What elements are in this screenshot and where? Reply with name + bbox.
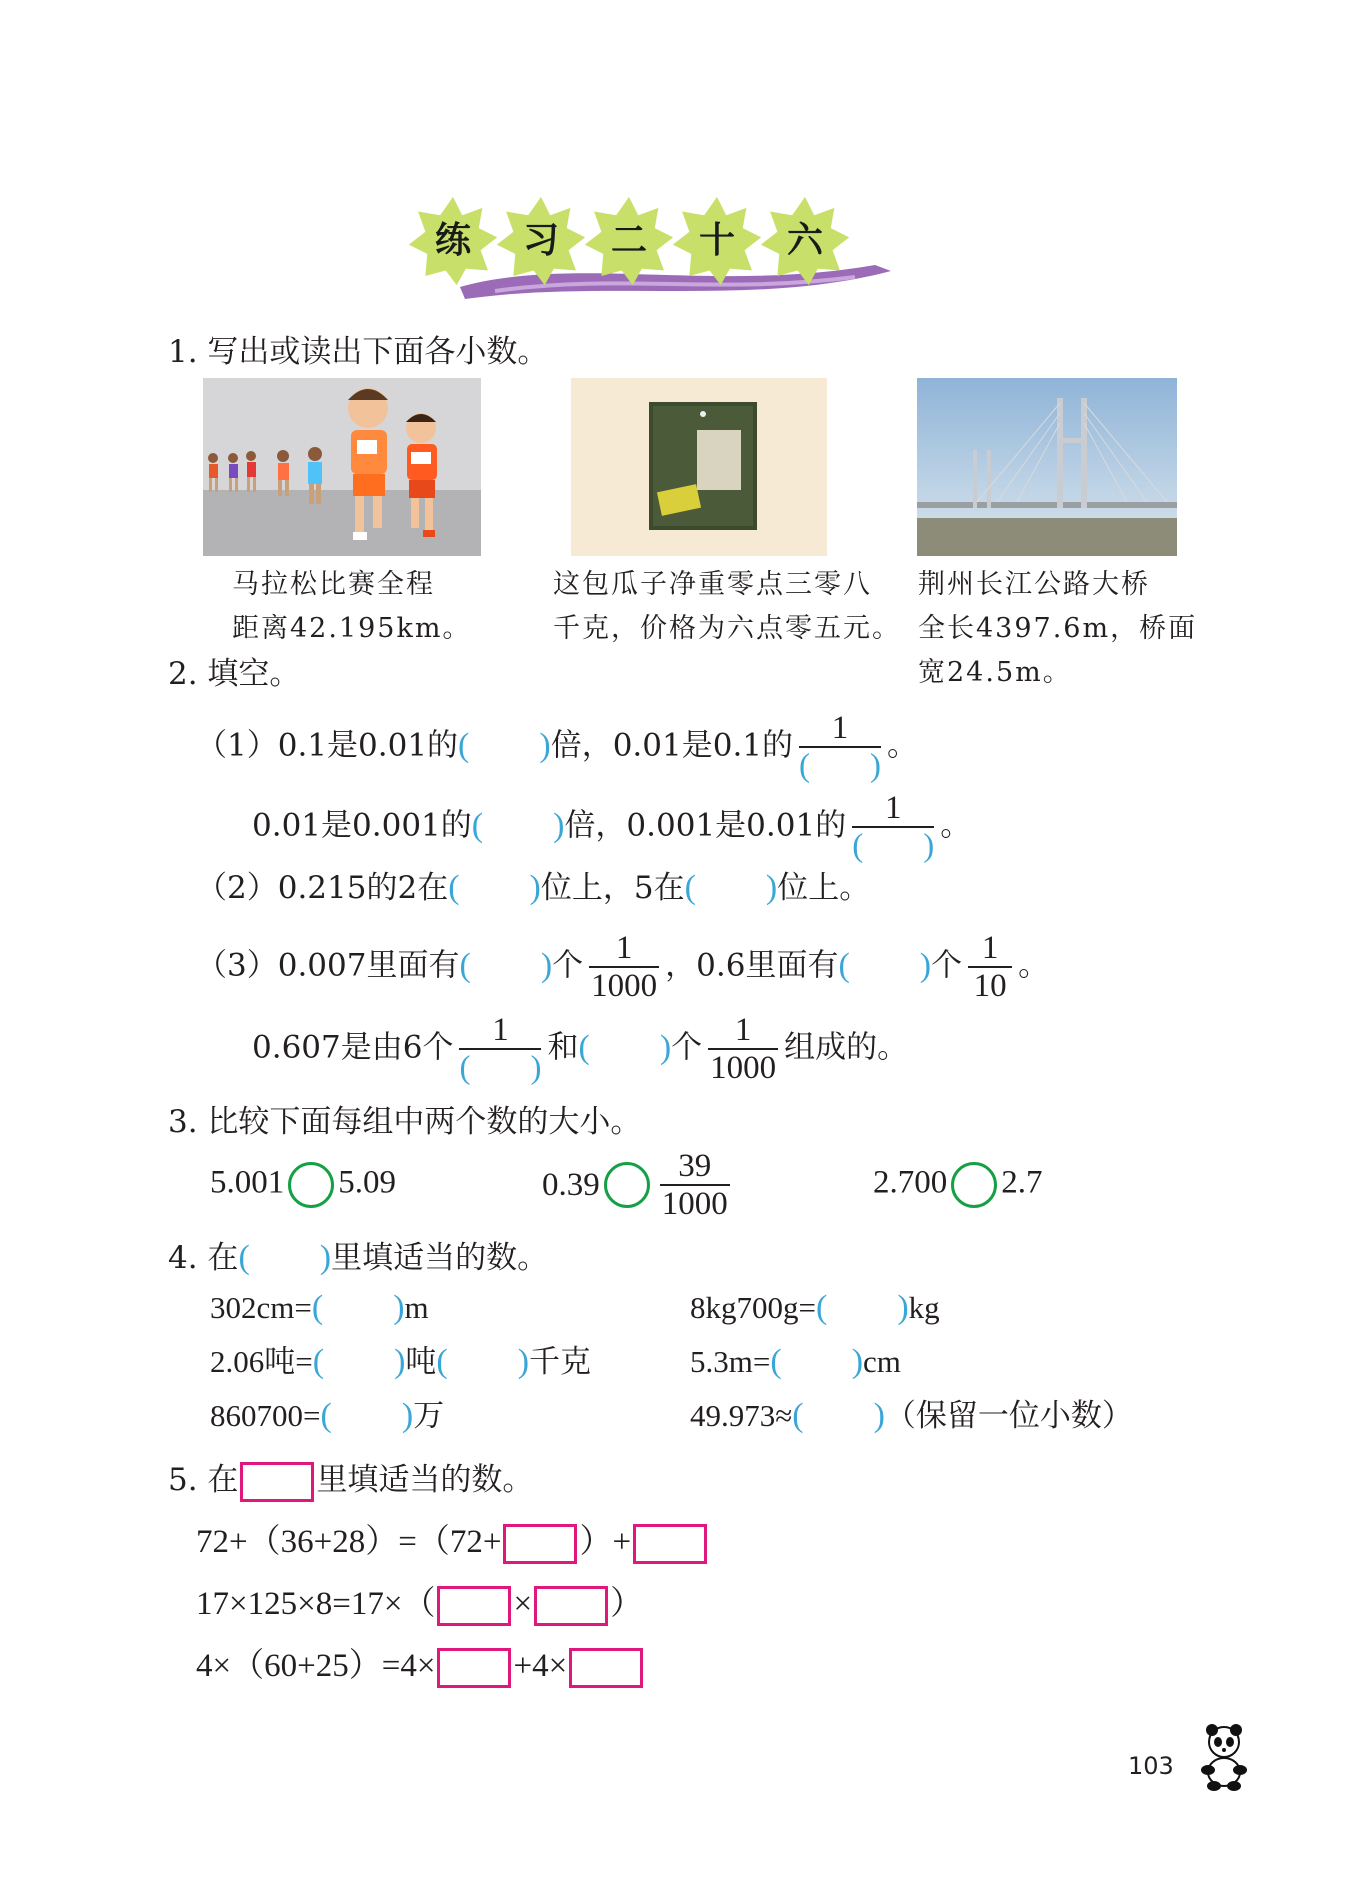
q4-text: 2.06吨= — [210, 1344, 313, 1379]
q4-text: 49.973≈ — [690, 1398, 793, 1433]
compare-circle[interactable] — [951, 1162, 997, 1208]
answer-box[interactable] — [503, 1524, 577, 1564]
q2-text: 和 — [547, 1029, 579, 1066]
q5-text: 17×125×8=17×（ — [196, 1586, 436, 1622]
q2-line3 — [196, 868, 870, 908]
fraction — [459, 1012, 541, 1086]
numerator: 1 — [884, 790, 902, 826]
compare-right: 5.09 — [338, 1164, 396, 1201]
compare-left: 2.700 — [873, 1164, 948, 1201]
bridge-image — [917, 378, 1177, 556]
answer-blank[interactable]: ( ) — [838, 946, 932, 984]
q3-row — [873, 1162, 1043, 1208]
answer-blank[interactable]: ( ) — [792, 1397, 885, 1434]
title-char: 六 — [786, 220, 823, 261]
q4-text: m — [404, 1290, 429, 1325]
q5-text: × — [513, 1586, 533, 1622]
q2-line1: （1）0.1是0.01的( )倍，0.01是0.1的 $\frac{1}{( )}$ 。 — [196, 710, 919, 784]
answer-box[interactable] — [437, 1586, 511, 1626]
q2-text: ，0.6里面有 — [665, 947, 839, 984]
answer-blank[interactable]: ( ) — [459, 946, 553, 984]
answer-box[interactable] — [569, 1648, 643, 1688]
page-number: 103 — [1128, 1752, 1174, 1780]
denominator: 1000 — [591, 968, 658, 1004]
fraction — [852, 790, 934, 864]
q5-text: 4×（60+25）=4× — [196, 1648, 436, 1684]
q2-line4: （3）0.007里面有( )个 $\frac{1}{1000}$ ，0.6里面有( )个 $\frac{1}{10}$ 。 — [196, 930, 1050, 1004]
answer-blank[interactable]: ( ) — [436, 1343, 530, 1380]
caption-bridge — [918, 563, 1197, 695]
q5-equation — [196, 1584, 643, 1626]
q2-text: 位上。 — [777, 870, 871, 906]
numerator: 1 — [831, 710, 849, 746]
q2-text: 个 — [552, 947, 584, 984]
answer-blank[interactable]: ( ) — [311, 1289, 405, 1326]
q4-item — [210, 1396, 444, 1436]
q2-text: 倍，0.001是0.01的 — [564, 807, 847, 844]
answer-blank[interactable]: ( ) — [459, 1050, 542, 1086]
q2-text: 0.607是由6个 — [252, 1029, 454, 1066]
marathon-image — [203, 378, 481, 556]
answer-blank[interactable]: ( ) — [799, 748, 882, 784]
box-sample — [240, 1462, 314, 1502]
q4-item — [210, 1342, 591, 1382]
q2-heading: 2. 填空。 — [168, 656, 301, 692]
answer-blank[interactable]: ( ) — [448, 869, 541, 906]
numerator: 1 — [981, 930, 999, 966]
q5-text: +4× — [513, 1648, 568, 1684]
q4-item — [690, 1342, 901, 1382]
q5-text: ）+ — [579, 1524, 632, 1560]
q4-item — [690, 1288, 940, 1328]
q2-text: （2）0.215的2在 — [196, 870, 449, 906]
q5-heading — [168, 1460, 533, 1502]
title-char: 十 — [698, 220, 735, 261]
compare-left: 0.39 — [542, 1167, 600, 1203]
q4-text: 8kg700g= — [690, 1290, 816, 1325]
q5-equation — [196, 1522, 709, 1564]
q4-text: 302cm= — [210, 1290, 312, 1325]
q4-text: 吨 — [405, 1344, 437, 1379]
q2-text: 个 — [931, 947, 963, 984]
numerator: 1 — [492, 1012, 509, 1048]
q5-text: ） — [610, 1586, 644, 1622]
panda-icon — [1190, 1722, 1254, 1792]
denominator: 1000 — [710, 1050, 777, 1086]
title-banner — [434, 195, 895, 305]
q2-text: （3）0.007里面有 — [196, 947, 460, 984]
answer-blank[interactable]: ( ) — [578, 1028, 672, 1066]
q2-text: 倍，0.01是0.1的 — [550, 727, 794, 764]
q5-text: 5. 在 — [168, 1462, 239, 1498]
q4-text: 4. 在 — [168, 1240, 239, 1276]
caption-line: 距离42.195km。 — [232, 613, 472, 644]
caption-line: 这包瓜子净重零点三零八 — [553, 569, 872, 600]
q3-heading: 3. 比较下面每组中两个数的大小。 — [168, 1104, 642, 1140]
answer-blank[interactable]: ( ) — [471, 806, 565, 844]
caption-seeds — [553, 563, 901, 651]
compare-left: 5.001 — [210, 1164, 285, 1201]
q4-text: 万 — [413, 1398, 445, 1433]
compare-right: 2.7 — [1001, 1164, 1043, 1201]
denominator: 1000 — [661, 1186, 728, 1222]
caption-line: 马拉松比赛全程 — [232, 569, 435, 600]
q2-text: 个 — [671, 1029, 703, 1066]
q2-text: 位上，5在 — [540, 870, 685, 906]
compare-circle[interactable] — [604, 1162, 650, 1208]
q4-text: 千克 — [529, 1344, 592, 1379]
q2-line2: 0.01是0.001的( )倍，0.001是0.01的 $\frac{1}{( )}$ 。 — [252, 790, 972, 864]
q3-row — [210, 1162, 396, 1208]
compare-circle[interactable] — [288, 1162, 334, 1208]
q4-text: 860700= — [210, 1398, 321, 1433]
answer-blank[interactable]: ( ) — [770, 1343, 864, 1380]
answer-blank[interactable]: ( ) — [458, 726, 551, 764]
answer-blank[interactable]: ( ) — [852, 828, 935, 864]
paren-sample: ( ) — [238, 1239, 332, 1276]
caption-line: 全长4397.6m，桥面 — [918, 613, 1198, 644]
answer-blank[interactable]: ( ) — [684, 869, 778, 906]
q2-text: 组成的。 — [784, 1029, 909, 1066]
fraction — [589, 930, 659, 1004]
answer-blank[interactable]: ( ) — [320, 1397, 414, 1434]
answer-blank[interactable]: ( ) — [312, 1343, 406, 1380]
q2-text: 0.01是0.001的 — [252, 807, 472, 844]
title-char: 习 — [522, 220, 559, 261]
q4-item — [690, 1396, 1133, 1436]
fraction — [968, 930, 1012, 1004]
q4-text: （保留一位小数） — [884, 1398, 1133, 1433]
q4-item — [210, 1288, 429, 1328]
q4-heading — [168, 1238, 548, 1278]
answer-box[interactable] — [437, 1648, 511, 1688]
q1-heading: 1. 写出或读出下面各小数。 — [168, 334, 549, 370]
caption-line: 荆州长江公路大桥 — [918, 569, 1150, 600]
fraction — [660, 1148, 730, 1222]
q4-text: 里填适当的数。 — [331, 1240, 549, 1276]
q4-text: 5.3m= — [690, 1344, 771, 1379]
q5-text: 72+（36+28）=（72+ — [196, 1524, 502, 1560]
title-char: 练 — [434, 220, 471, 261]
answer-box[interactable] — [633, 1524, 707, 1564]
q2-text: （1）0.1是0.01的 — [196, 727, 459, 764]
q3-row — [542, 1148, 736, 1222]
seed-bag-image — [571, 378, 827, 556]
numerator: 1 — [734, 1012, 752, 1048]
numerator: 39 — [678, 1148, 712, 1184]
fraction — [708, 1012, 778, 1086]
caption-line: 宽24.5m。 — [918, 657, 1072, 688]
q2-line5 — [252, 1012, 908, 1086]
answer-blank[interactable]: ( ) — [815, 1289, 909, 1326]
caption-line: 千克，价格为六点零五元。 — [553, 613, 901, 644]
caption-marathon — [232, 563, 471, 651]
title-char: 二 — [610, 220, 647, 261]
q4-text: kg — [908, 1290, 940, 1325]
fraction — [799, 710, 881, 784]
numerator: 1 — [615, 930, 633, 966]
q4-text: cm — [863, 1344, 901, 1379]
answer-box[interactable] — [534, 1586, 608, 1626]
q5-text: 里填适当的数。 — [316, 1462, 534, 1498]
q5-equation — [196, 1646, 645, 1688]
denominator: 10 — [973, 968, 1007, 1004]
